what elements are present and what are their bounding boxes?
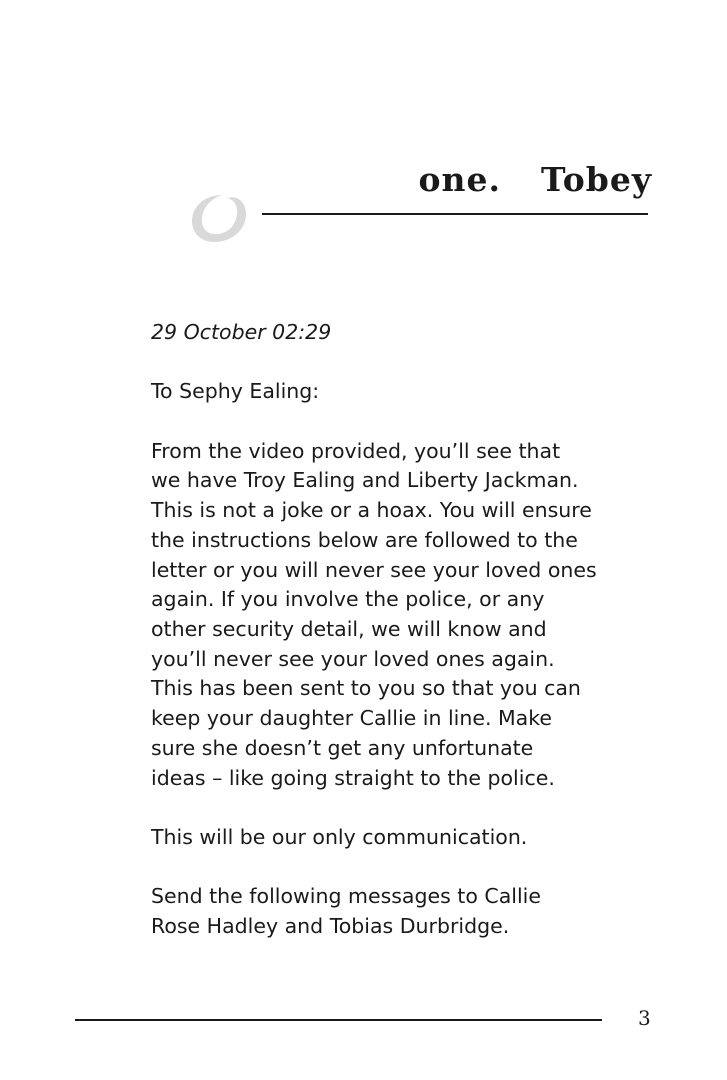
text-line: keep your daughter Callie in line. Make bbox=[151, 706, 553, 731]
chapter-title: Tobey bbox=[540, 160, 652, 199]
text-line: This will be our only communication. bbox=[151, 824, 528, 849]
letter-body bbox=[151, 318, 601, 942]
text-line: other security detail, we will know and bbox=[151, 617, 547, 641]
letter-paragraph bbox=[151, 882, 601, 941]
text-line: we have Troy Ealing and Liberty Jackman. bbox=[151, 468, 579, 493]
page-number: 3 bbox=[638, 1006, 651, 1030]
text-line: From the video provided, you’ll see that bbox=[151, 438, 561, 463]
text-line: ideas – like going straight to the police. bbox=[151, 765, 555, 790]
letter-paragraph bbox=[151, 437, 601, 793]
letter-dateline: 29 October 02:29 bbox=[151, 320, 332, 344]
text-line: sure she doesn’t get any unfortunate bbox=[151, 735, 534, 760]
text-line: This is not a joke or a hoax. You will ensure bbox=[151, 498, 592, 523]
text-line: Rose Hadley and Tobias Durbridge. bbox=[151, 914, 510, 938]
chapter-number: one. bbox=[418, 160, 501, 199]
text-line: again. If you involve the police, or any bbox=[151, 587, 545, 612]
footer-rule bbox=[75, 1019, 602, 1021]
text-line: Send the following messages to Callie bbox=[151, 884, 541, 909]
text-line: you’ll never see your loved ones again. bbox=[151, 646, 555, 671]
text-line: the instructions below are followed to the bbox=[151, 527, 578, 552]
chapter-heading-rule bbox=[262, 213, 648, 215]
swirl-ornament-icon bbox=[190, 192, 248, 244]
letter-salutation: To Sephy Ealing: bbox=[151, 379, 320, 404]
letter-paragraphs bbox=[151, 437, 601, 942]
chapter-heading bbox=[418, 160, 652, 199]
letter-paragraph bbox=[151, 823, 601, 853]
text-line: This has been sent to you so that you can bbox=[151, 676, 581, 701]
text-line: letter or you will never see your loved ones bbox=[151, 557, 597, 582]
